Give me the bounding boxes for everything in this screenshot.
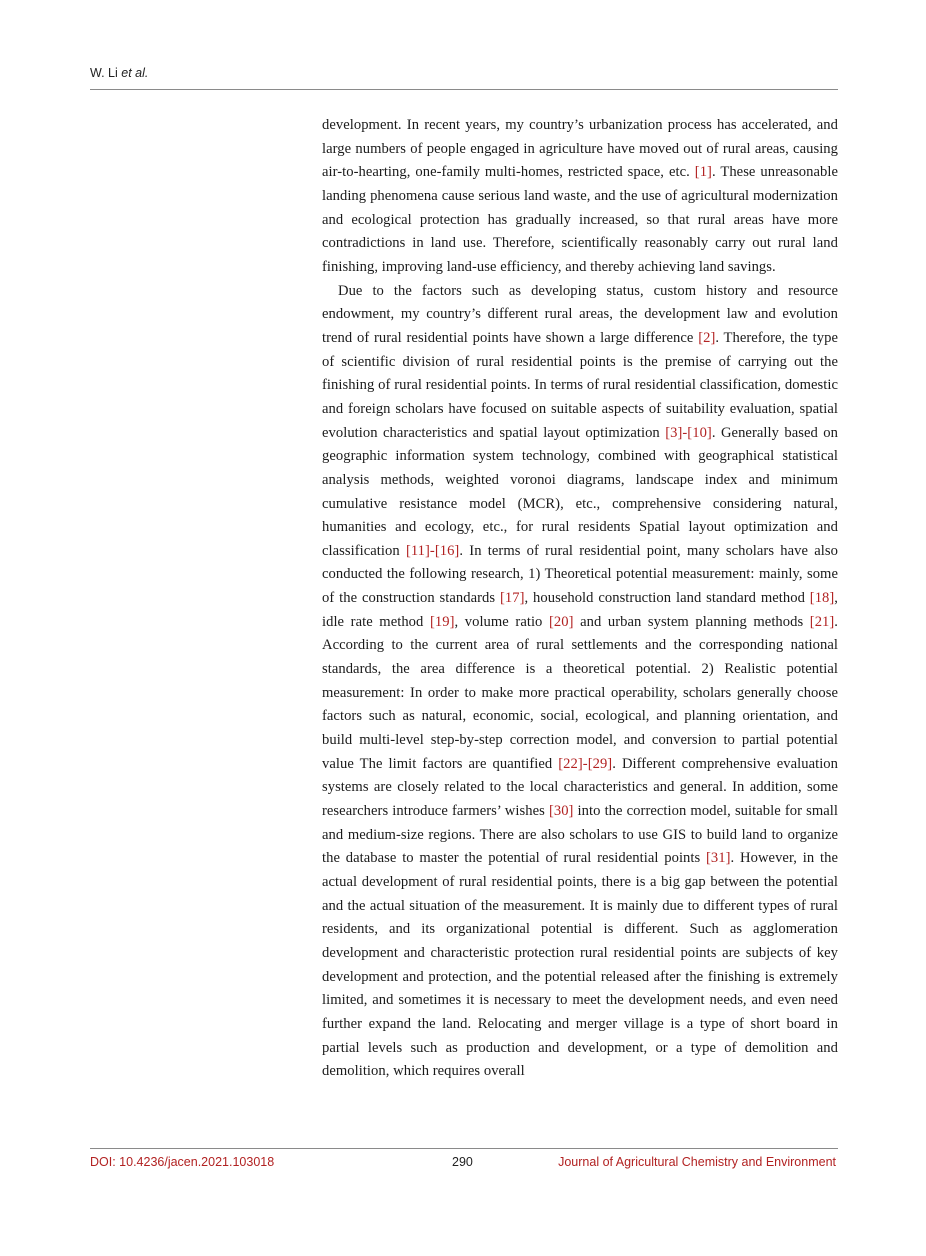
paragraph-text: . Different comprehensive evaluation systems are closely related to the local characteristics and general. In addition, some researchers introduce farmers’ wishes [322,755,839,820]
paragraph-text: . In terms of rural residential point, many scholars have also conducted the following research, 1) Theoretical potential measurement: mainly, some of the construction standards [322,542,838,607]
paragraph-text: , household construction land standard method [524,590,810,607]
citation-link[interactable]: [22]-[29] [558,755,613,772]
body-text [322,114,838,1084]
paragraph-text: . According to the current area of rural settlements and the corresponding national standards, the area difference is a theoretical potential. 2) Realistic potential measurement: In order to make more practical operability, scholars generally choose factors such as natural, economic, social, ecological, and planning orientation, and build multi-level step-by-step correction model, and conversion to partial potential value The limit factors are quantified [322,613,838,772]
paragraph-text: , idle rate method [322,590,838,630]
citation-link[interactable]: [21] [809,613,835,630]
citation-link[interactable]: [11]-[16] [405,542,460,559]
footer-doi[interactable]: DOI: 10.4236/jacen.2021.103018 [90,1155,275,1169]
paragraph-text: into the correction model, suitable for small and medium-size regions. There are also scholars to use GIS to build land to organize the database to master the potential of rural residential points [322,803,838,867]
paragraph-text: . However, in the actual development of rural residential points, there is a big gap between the potential and the actual situation of the measurement. It is mainly due to different types of rural residents, and its organizational potential is different. Such as agglomeration development and characteristic protection rural residential points are subjects of key development and protection, and the potential released after the finishing is extremely limited, and sometimes it is necessary to meet the development needs, and even need further expand the land. Relocating and merger village is a type of short board in partial levels such as production and development, or a type of demolition and demolition, which requires overall [322,850,838,1080]
running-head-author: W. Li [90,66,118,80]
citation-link[interactable]: [18] [809,590,835,607]
paragraph [322,280,838,1084]
footer-rule [90,1148,838,1149]
citation-link[interactable]: [20] [548,613,574,630]
running-head [90,66,148,80]
citation-link[interactable]: [3]-[10] [665,424,712,441]
paragraph-text: . These unreasonable landing phenomena cause serious land waste, and the use of agricultural modernization and ecological protection has gradually increased, so that rural areas have more contradictions in land use. Therefore, scientifically reasonably carry out rural land finishing, improving land-use efficiency, and thereby achieving land savings. [322,164,838,275]
paragraph-text: , volume ratio [454,613,549,630]
citation-link[interactable]: [19] [429,613,455,630]
citation-link[interactable]: [1] [694,164,712,181]
paragraph [322,114,838,280]
footer-journal[interactable]: Journal of Agricultural Chemistry and Environment [558,1155,836,1169]
paragraph-text: Due to the factors such as developing status, custom history and resource endowment, my country’s different rural areas, the development law and evolution trend of rural residential points have shown a large difference [322,282,838,346]
citation-link[interactable]: [31] [706,850,731,867]
paragraph-text: development. In recent years, my country’s urbanization process has accelerated, and large numbers of people engaged in agriculture have moved out of rural areas, causing air-to-hearting, one-family multi-homes, restricted space, etc. [322,117,838,181]
citation-link[interactable]: [2] [698,329,716,346]
page-number: 290 [452,1155,473,1169]
running-head-etal: et al. [121,66,149,80]
paragraph-text: . Generally based on geographic information system technology, combined with geographical statistical analysis methods, weighted voronoi diagrams, landscape index and minimum cumulative resistance model (MCR), etc., comprehensive considering natural, humanities and ecology, etc., for rural residents Spatial layout optimization and classification [322,424,838,559]
citation-link[interactable]: [17] [499,590,525,607]
citation-link[interactable]: [30] [548,803,574,820]
header-rule [90,89,838,90]
paragraph-text: . Therefore, the type of scientific division of rural residential points is the premise of carrying out the finishing of rural residential points. In terms of rural residential classification, domestic and foreign scholars have focused on suitable aspects of suitability evaluation, spatial evolution characteristics and spatial layout optimization [322,329,838,441]
paragraph-text: and urban system planning methods [573,613,810,630]
